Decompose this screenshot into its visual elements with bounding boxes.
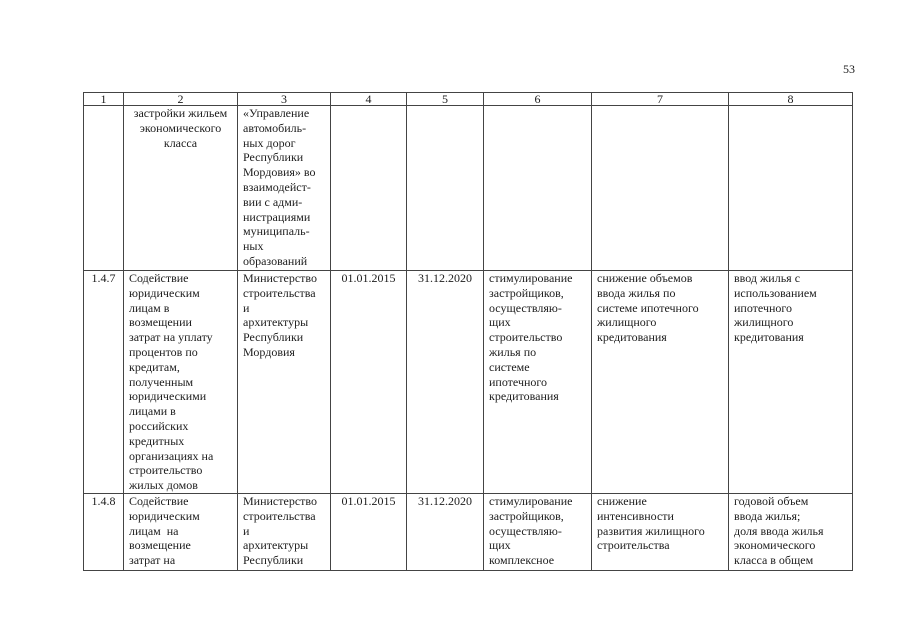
header-col-5: 5 <box>407 93 484 106</box>
row1-col2-cell: застройки жильем экономического класса <box>124 106 238 271</box>
row2-col2-cell: Содействие юридическим лицам в возмещении затрат на уплату процентов по кредитам, полученным юридическими лицами в российских кредитных организациях на строительство жилых домов <box>124 271 238 494</box>
row1-col5-cell <box>407 106 484 271</box>
table-row <box>84 271 853 494</box>
header-col-4: 4 <box>331 93 407 106</box>
row2-col3-cell: Министерство строительства и архитектуры Республики Мордовия <box>238 271 331 494</box>
header-col-2: 2 <box>124 93 238 106</box>
row3-col6-cell: стимулирование застройщиков, осуществляю- щих комплексное <box>484 494 592 571</box>
row3-col5-cell: 31.12.2020 <box>407 494 484 571</box>
header-col-7: 7 <box>592 93 729 106</box>
header-col-3: 3 <box>238 93 331 106</box>
row2-col8-cell: ввод жилья с использованием ипотечного жилищного кредитования <box>729 271 853 494</box>
header-row <box>84 93 853 106</box>
row2-col7-cell: снижение объемов ввода жилья по системе ипотечного жилищного кредитования <box>592 271 729 494</box>
header-col-8: 8 <box>729 93 853 106</box>
header-col-1: 1 <box>84 93 124 106</box>
row1-col1-cell <box>84 106 124 271</box>
row1-col3-cell: «Управление автомобиль- ных дорог Республики Мордовия» во взаимодейст- вии с адми- нистрациями муниципаль- ных образований <box>238 106 331 271</box>
row3-col3-cell: Министерство строительства и архитектуры Республики <box>238 494 331 571</box>
row2-col4-cell: 01.01.2015 <box>331 271 407 494</box>
header-col-6: 6 <box>484 93 592 106</box>
table-row <box>84 106 853 271</box>
row3-col7-cell: снижение интенсивности развития жилищного строительства <box>592 494 729 571</box>
page-number: 53 <box>843 62 855 76</box>
table-row <box>84 494 853 571</box>
row2-col1-cell: 1.4.7 <box>84 271 124 494</box>
row3-col8-cell: годовой объем ввода жилья; доля ввода жилья экономического класса в общем <box>729 494 853 571</box>
row3-col1-cell: 1.4.8 <box>84 494 124 571</box>
row1-col7-cell <box>592 106 729 271</box>
measures-table <box>83 92 853 571</box>
row2-col5-cell: 31.12.2020 <box>407 271 484 494</box>
row2-col6-cell: стимулирование застройщиков, осуществляю- щих строительство жилья по системе ипотечного кредитования <box>484 271 592 494</box>
row1-col4-cell <box>331 106 407 271</box>
row3-col2-cell: Содействие юридическим лицам на возмещение затрат на <box>124 494 238 571</box>
row3-col4-cell: 01.01.2015 <box>331 494 407 571</box>
row1-col8-cell <box>729 106 853 271</box>
row1-col6-cell <box>484 106 592 271</box>
